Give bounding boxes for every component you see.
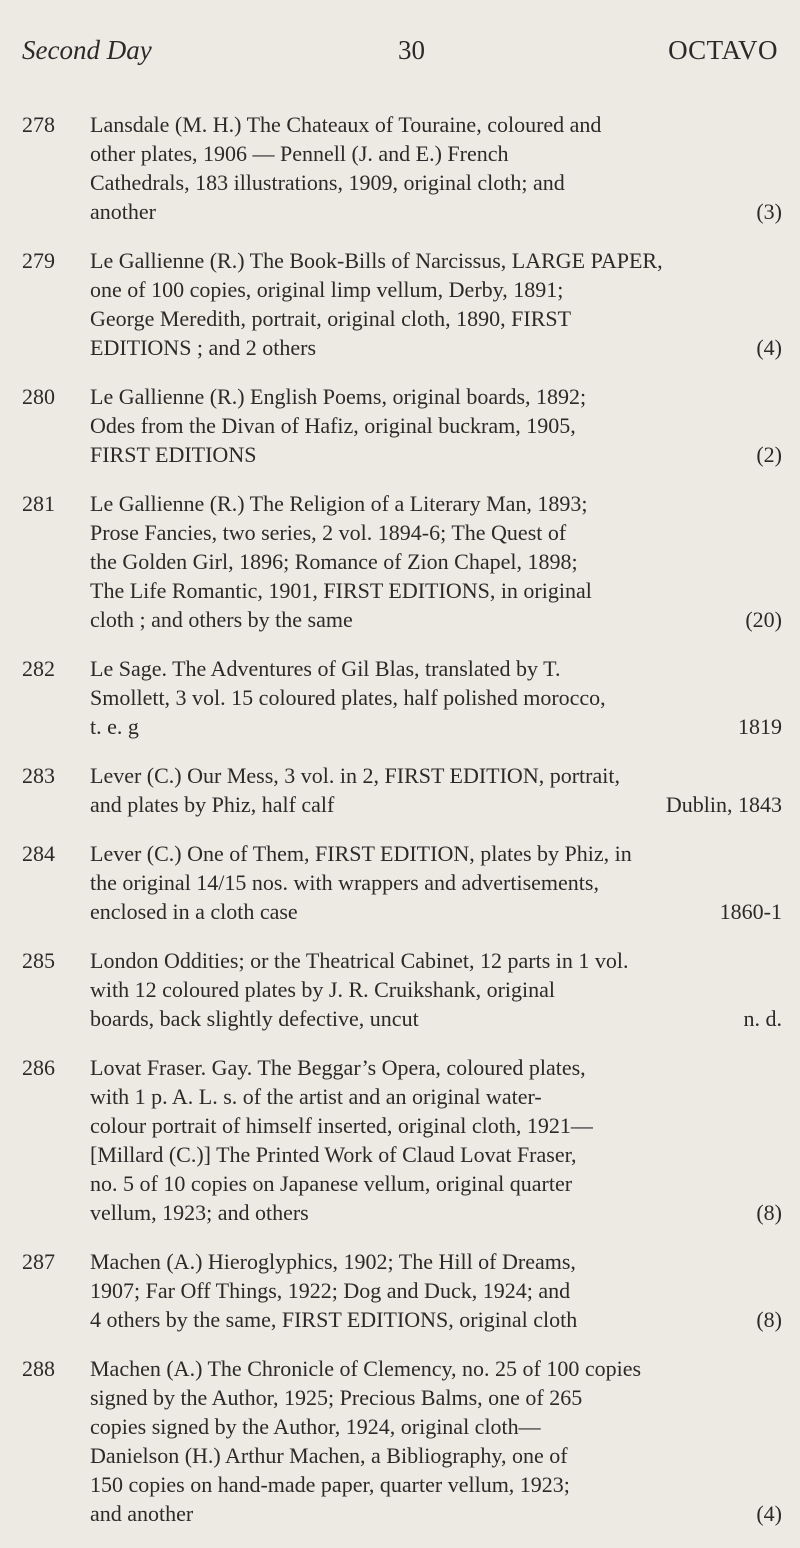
description-line	[90, 1383, 782, 1412]
line-text: The Life Romantic, 1901, FIRST EDITIONS, in original	[90, 578, 592, 603]
description-line	[90, 868, 782, 897]
lot-number: 288	[22, 1356, 55, 1381]
description-line	[90, 1111, 782, 1140]
line-text: Odes from the Divan of Hafiz, original buckram, 1905,	[90, 413, 576, 438]
line-text: and plates by Phiz, half calf	[90, 792, 335, 817]
lot-entry	[22, 1354, 782, 1528]
line-text: London Oddities; or the Theatrical Cabinet, 12 parts in 1 vol.	[90, 948, 629, 973]
line-suffix: (3)	[756, 199, 782, 224]
description-line	[90, 946, 782, 975]
line-text: 150 copies on hand-made paper, quarter vellum, 1923;	[90, 1472, 570, 1497]
page-header	[22, 30, 778, 70]
lot-entry	[22, 1247, 782, 1334]
lot-entry	[22, 1053, 782, 1227]
line-text: Machen (A.) The Chronicle of Clemency, no. 25 of 100 copies	[90, 1356, 642, 1381]
lot-description	[90, 654, 782, 741]
description-line	[90, 1412, 782, 1441]
line-suffix: (2)	[756, 442, 782, 467]
description-line	[90, 975, 782, 1004]
line-text: Lansdale (M. H.) The Chateaux of Touraine, coloured and	[90, 112, 602, 137]
line-text: with 1 p. A. L. s. of the artist and an original water-	[90, 1084, 542, 1109]
description-line	[90, 1441, 782, 1470]
lot-description	[90, 382, 782, 469]
lot-entry	[22, 654, 782, 741]
line-text: other plates, 1906 — Pennell (J. and E.) French	[90, 141, 509, 166]
description-line	[90, 382, 782, 411]
header-section: OCTAVO	[668, 35, 778, 65]
line-text: Le Gallienne (R.) The Religion of a Literary Man, 1893;	[90, 491, 588, 516]
line-suffix: n. d.	[743, 1006, 782, 1031]
description-line	[90, 197, 782, 226]
lot-number: 281	[22, 491, 55, 516]
lot-description	[90, 761, 782, 819]
line-text: enclosed in a cloth case	[90, 899, 298, 924]
line-suffix: (8)	[756, 1200, 782, 1225]
lot-description	[90, 246, 782, 362]
description-line	[90, 139, 782, 168]
lot-description	[90, 1247, 782, 1334]
lot-number: 280	[22, 384, 55, 409]
line-text: George Meredith, portrait, original cloth, 1890, FIRST	[90, 306, 572, 331]
description-line	[90, 246, 782, 275]
lot-description	[90, 839, 782, 926]
line-text: Machen (A.) Hieroglyphics, 1902; The Hill of Dreams,	[90, 1249, 576, 1274]
line-text: boards, back slightly defective, uncut	[90, 1006, 419, 1031]
line-text: Le Gallienne (R.) The Book-Bills of Narcissus, LARGE PAPER,	[90, 248, 663, 273]
line-text: t. e. g	[90, 714, 139, 739]
lot-number: 287	[22, 1249, 55, 1274]
line-text: 1907; Far Off Things, 1922; Dog and Duck, 1924; and	[90, 1278, 571, 1303]
description-line	[90, 1169, 782, 1198]
description-line	[90, 897, 782, 926]
lot-entry	[22, 246, 782, 362]
description-line	[90, 761, 782, 790]
line-text: Lever (C.) Our Mess, 3 vol. in 2, FIRST EDITION, portrait,	[90, 763, 620, 788]
line-text: cloth ; and others by the same	[90, 607, 353, 632]
description-line	[90, 518, 782, 547]
description-line	[90, 275, 782, 304]
line-text: and another	[90, 1501, 194, 1526]
lot-description	[90, 1053, 782, 1227]
description-line	[90, 333, 782, 362]
line-suffix: (4)	[756, 1501, 782, 1526]
lot-number: 279	[22, 248, 55, 273]
description-line	[90, 1354, 782, 1383]
lot-description	[90, 489, 782, 634]
line-text: Lovat Fraser. Gay. The Beggar’s Opera, coloured plates,	[90, 1055, 586, 1080]
line-text: 4 others by the same, FIRST EDITIONS, original cloth	[90, 1307, 578, 1332]
line-suffix: (20)	[745, 607, 782, 632]
description-line	[90, 489, 782, 518]
line-text: Le Gallienne (R.) English Poems, original boards, 1892;	[90, 384, 587, 409]
lot-number: 282	[22, 656, 55, 681]
line-text: EDITIONS ; and 2 others	[90, 335, 317, 360]
line-text: no. 5 of 10 copies on Japanese vellum, original quarter	[90, 1171, 573, 1196]
description-line	[90, 110, 782, 139]
description-line	[90, 1004, 782, 1033]
lot-entry	[22, 839, 782, 926]
line-text: Cathedrals, 183 illustrations, 1909, original cloth; and	[90, 170, 565, 195]
lot-number: 284	[22, 841, 55, 866]
description-line	[90, 1247, 782, 1276]
lot-entry	[22, 489, 782, 634]
description-line	[90, 168, 782, 197]
description-line	[90, 304, 782, 333]
lot-entry	[22, 110, 782, 226]
lot-number: 285	[22, 948, 55, 973]
line-text: with 12 coloured plates by J. R. Cruikshank, original	[90, 977, 555, 1002]
lot-description	[90, 946, 782, 1033]
header-day: Second Day	[22, 35, 152, 65]
description-line	[90, 790, 782, 819]
description-line	[90, 1082, 782, 1111]
line-suffix: 1819	[738, 714, 782, 739]
lot-number: 278	[22, 112, 55, 137]
line-suffix: (4)	[756, 335, 782, 360]
line-text: the original 14/15 nos. with wrappers and advertisements,	[90, 870, 599, 895]
lot-number: 283	[22, 763, 55, 788]
line-text: Le Sage. The Adventures of Gil Blas, translated by T.	[90, 656, 561, 681]
description-line	[90, 712, 782, 741]
lot-list	[22, 110, 782, 1548]
description-line	[90, 1499, 782, 1528]
line-text: vellum, 1923; and others	[90, 1200, 309, 1225]
description-line	[90, 1276, 782, 1305]
line-suffix: 1860-1	[719, 899, 782, 924]
description-line	[90, 654, 782, 683]
description-line	[90, 411, 782, 440]
line-text: another	[90, 199, 156, 224]
line-text: one of 100 copies, original limp vellum, Derby, 1891;	[90, 277, 564, 302]
description-line	[90, 1198, 782, 1227]
line-text: Lever (C.) One of Them, FIRST EDITION, plates by Phiz, in	[90, 841, 632, 866]
description-line	[90, 839, 782, 868]
lot-entry	[22, 946, 782, 1033]
line-text: the Golden Girl, 1896; Romance of Zion Chapel, 1898;	[90, 549, 578, 574]
line-text: FIRST EDITIONS	[90, 442, 257, 467]
description-line	[90, 605, 782, 634]
line-text: Smollett, 3 vol. 15 coloured plates, half polished morocco,	[90, 685, 606, 710]
line-text: Danielson (H.) Arthur Machen, a Bibliography, one of	[90, 1443, 568, 1468]
line-suffix: Dublin, 1843	[665, 792, 782, 817]
description-line	[90, 1053, 782, 1082]
description-line	[90, 1140, 782, 1169]
lot-description	[90, 1354, 782, 1528]
line-text: copies signed by the Author, 1924, original cloth—	[90, 1414, 541, 1439]
lot-entry	[22, 382, 782, 469]
description-line	[90, 1305, 782, 1334]
description-line	[90, 1470, 782, 1499]
page-number: 30	[398, 35, 425, 65]
lot-number: 286	[22, 1055, 55, 1080]
line-text: Prose Fancies, two series, 2 vol. 1894-6; The Quest of	[90, 520, 567, 545]
description-line	[90, 440, 782, 469]
description-line	[90, 547, 782, 576]
line-text: [Millard (C.)] The Printed Work of Claud Lovat Fraser,	[90, 1142, 577, 1167]
lot-description	[90, 110, 782, 226]
line-suffix: (8)	[756, 1307, 782, 1332]
lot-entry	[22, 761, 782, 819]
description-line	[90, 576, 782, 605]
description-line	[90, 683, 782, 712]
line-text: signed by the Author, 1925; Precious Balms, one of 265	[90, 1385, 583, 1410]
line-text: colour portrait of himself inserted, original cloth, 1921—	[90, 1113, 593, 1138]
